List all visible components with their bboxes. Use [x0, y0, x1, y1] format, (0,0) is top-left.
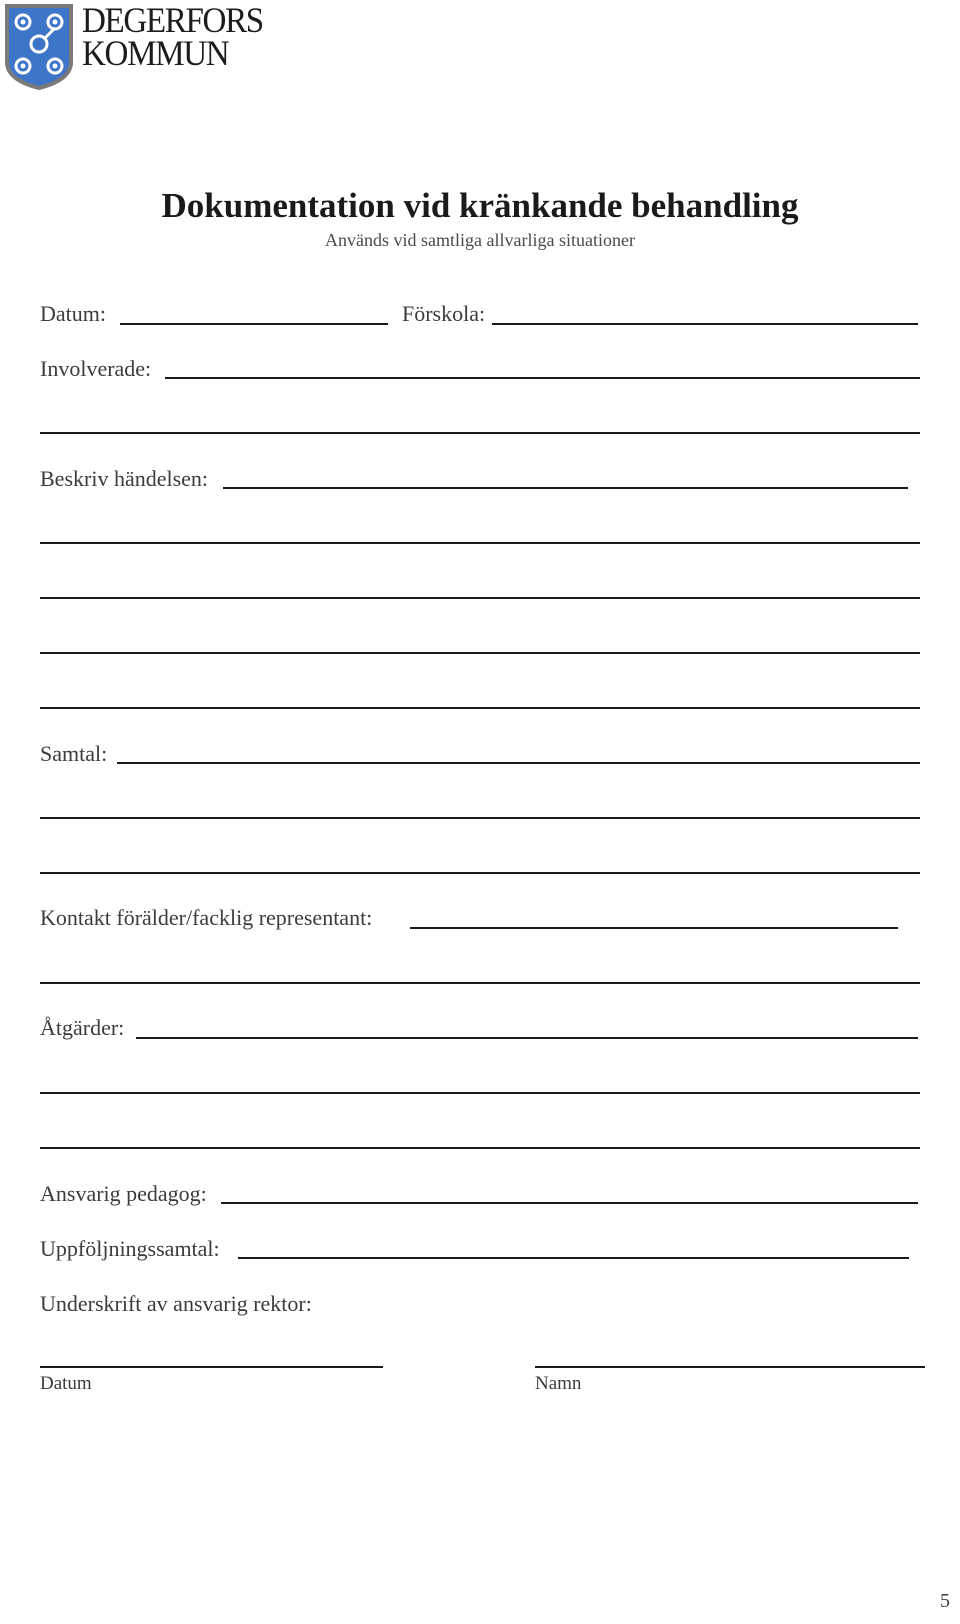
datum-label: Datum: — [40, 301, 106, 326]
kontakt-field-line-2[interactable] — [40, 982, 920, 984]
beskriv-field-line-4[interactable] — [40, 652, 920, 654]
beskriv-field-line-3[interactable] — [40, 597, 920, 599]
signature-name-label: Namn — [535, 1373, 582, 1394]
beskriv-label: Beskriv händelsen: — [40, 466, 209, 491]
kontakt-label: Kontakt förälder/facklig representant: — [40, 905, 373, 930]
uppfoljning-field[interactable] — [238, 1257, 909, 1259]
samtal-field-line-3[interactable] — [40, 872, 920, 874]
beskriv-field[interactable] — [223, 487, 908, 489]
atgarder-label: Åtgärder: — [40, 1015, 125, 1040]
page-subtitle: Används vid samtliga allvarliga situationer — [325, 230, 635, 250]
page-number: 5 — [940, 1590, 950, 1612]
atgarder-field-line-3[interactable] — [40, 1147, 920, 1149]
municipal-crest-icon — [3, 2, 75, 90]
signature-name-field[interactable] — [535, 1366, 925, 1368]
involverade-field-line-2[interactable] — [40, 432, 920, 434]
beskriv-field-line-2[interactable] — [40, 542, 920, 544]
samtal-field[interactable] — [117, 762, 920, 764]
uppfoljning-label: Uppföljningssamtal: — [40, 1236, 220, 1261]
involverade-label: Involverade: — [40, 356, 152, 381]
ansvarig-label: Ansvarig pedagog: — [40, 1181, 207, 1206]
forskola-label: Förskola: — [402, 301, 486, 326]
wordmark-line-2: KOMMUN — [82, 33, 229, 73]
samtal-label: Samtal: — [40, 741, 108, 766]
beskriv-field-line-5[interactable] — [40, 707, 920, 709]
atgarder-field[interactable] — [136, 1037, 918, 1039]
page-title: Dokumentation vid kränkande behandling — [161, 186, 799, 225]
forskola-field[interactable] — [492, 323, 918, 325]
ansvarig-field[interactable] — [221, 1202, 918, 1204]
signature-date-field[interactable] — [40, 1366, 383, 1368]
atgarder-field-line-2[interactable] — [40, 1092, 920, 1094]
municipality-wordmark — [82, 0, 263, 73]
involverade-field[interactable] — [165, 377, 920, 379]
kontakt-field[interactable] — [410, 927, 898, 929]
samtal-field-line-2[interactable] — [40, 817, 920, 819]
wordmark-line-1: DEGERFORS — [82, 0, 263, 40]
underskrift-label: Underskrift av ansvarig rektor: — [40, 1291, 312, 1316]
signature-date-label: Datum — [40, 1373, 92, 1394]
datum-field[interactable] — [120, 323, 388, 325]
